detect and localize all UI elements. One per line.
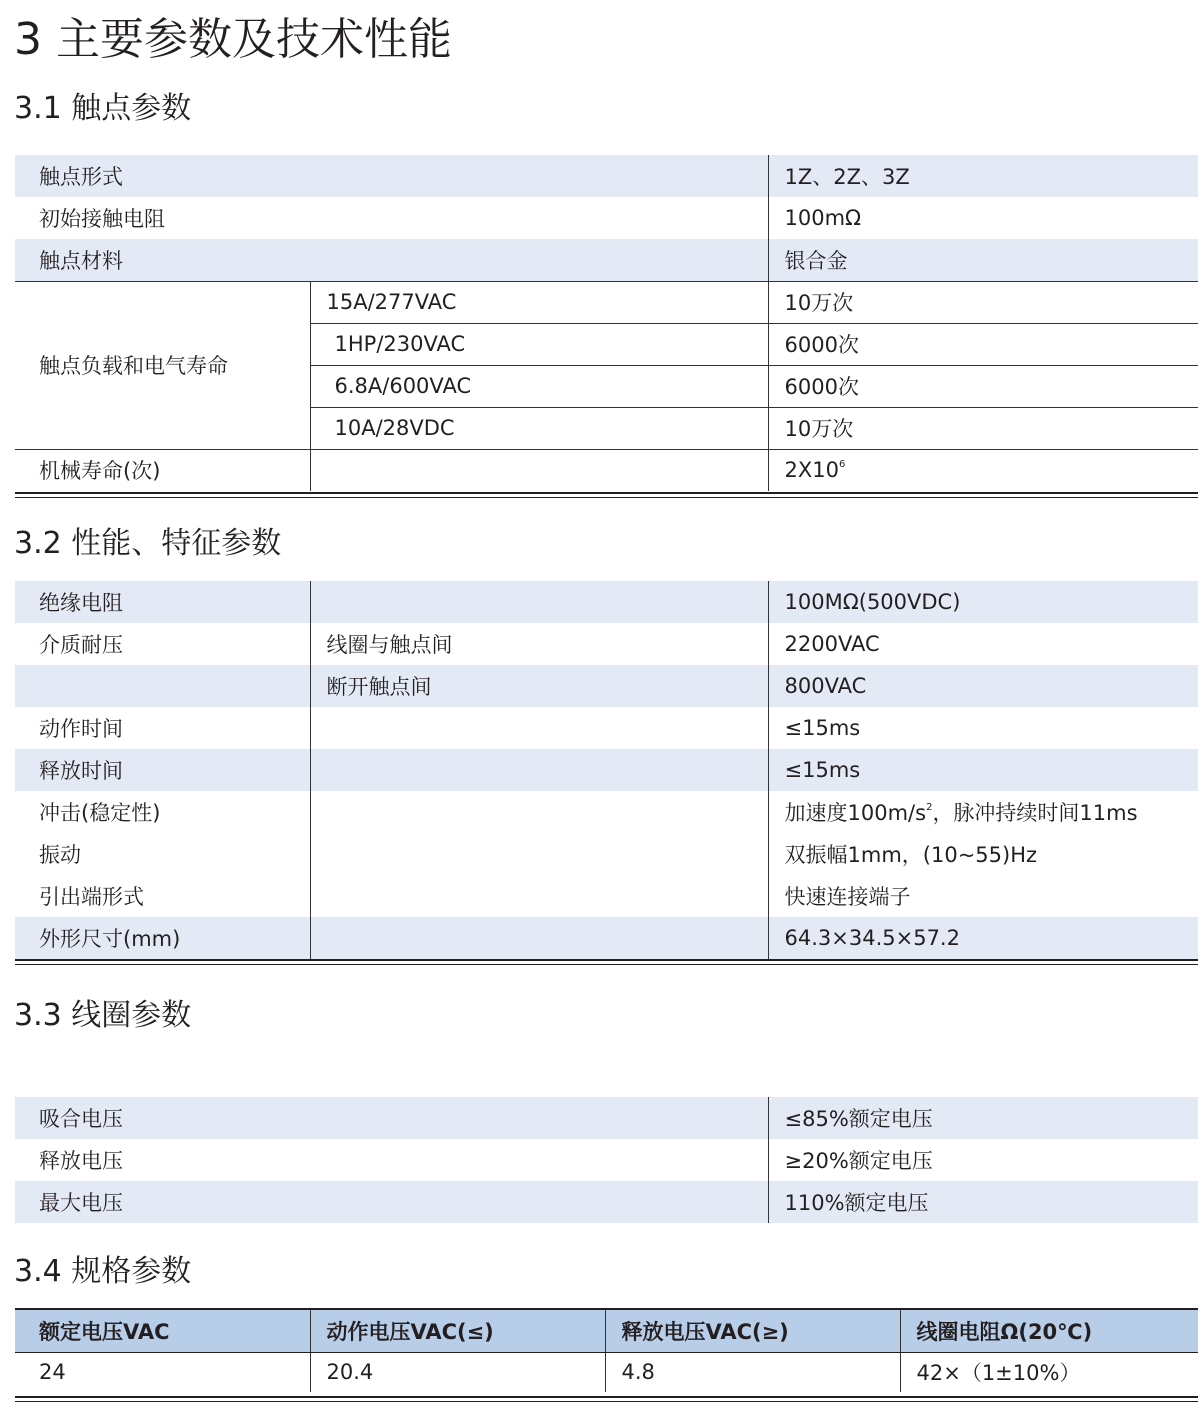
row-label: 释放电压: [39, 1149, 123, 1173]
row-value: 1Z、2Z、3Z: [768, 155, 1198, 197]
row-label: 振动: [39, 843, 81, 867]
table-row: [15, 665, 1198, 707]
contact-params-table: [15, 155, 1198, 491]
table-row: [15, 749, 1198, 791]
row-value: [768, 791, 1198, 833]
table-end-rule: [15, 1396, 1198, 1402]
table-row: [15, 1139, 1198, 1181]
section-heading-performance: 3.2 性能、特征参数: [14, 526, 282, 561]
row-label: 吸合电压: [15, 1097, 768, 1139]
coil-params-table: [15, 1097, 1198, 1223]
row-value: 银合金: [768, 239, 1198, 281]
col-header-release-voltage: 释放电压VAC(≥): [605, 1309, 900, 1352]
col-header-pickup-voltage: 动作电压VAC(≤): [310, 1309, 605, 1352]
shock-value: 加速度100m/s: [784, 801, 927, 825]
row-value: 双振幅1mm，(10~55)Hz: [768, 833, 1198, 875]
cell-release-voltage: 4.8: [605, 1352, 900, 1392]
load-life: 6000次: [768, 323, 1198, 365]
table-row: [15, 197, 1198, 239]
row-sub: [310, 749, 768, 791]
row-value: 快速连接端子: [768, 875, 1198, 917]
col-header-rated-voltage: 额定电压VAC: [15, 1309, 310, 1352]
row-value: 2200VAC: [768, 623, 1198, 665]
table-row: [15, 917, 1198, 959]
row-label: 释放时间: [15, 749, 310, 791]
table-row: [15, 875, 1198, 917]
row-value: 64.3×34.5×57.2: [768, 917, 1198, 959]
table-row: [15, 623, 1198, 665]
row-label: 机械寿命(次): [15, 449, 310, 491]
row-label: 触点形式: [15, 155, 768, 197]
col-header-coil-resistance: 线圈电阻Ω(20℃): [900, 1309, 1198, 1352]
row-label: 最大电压: [15, 1181, 768, 1223]
row-label: 初始接触电阻: [39, 207, 165, 231]
row-sub: [310, 917, 768, 959]
load-rating: 1HP/230VAC: [310, 323, 768, 365]
table-row: [15, 239, 1198, 281]
table-row: [15, 707, 1198, 749]
page-title: 3 主要参数及技术性能: [14, 14, 452, 65]
table-row: [15, 1352, 1198, 1392]
row-value: ≤85%额定电压: [768, 1097, 1198, 1139]
load-life: 10万次: [768, 407, 1198, 449]
row-sub: [310, 833, 768, 875]
row-sub: [310, 791, 768, 833]
cell-rated-voltage: 24: [39, 1360, 66, 1385]
row-sub: [310, 875, 768, 917]
load-rating: 6.8A/600VAC: [310, 365, 768, 407]
spec-params-table: [15, 1308, 1198, 1392]
row-label: 引出端形式: [39, 885, 144, 909]
row-value: [768, 449, 1198, 491]
load-life: 10万次: [768, 281, 1198, 323]
mech-value: 2X10: [784, 458, 839, 483]
load-rating: 10A/28VDC: [310, 407, 768, 449]
load-life: 6000次: [768, 365, 1198, 407]
table-row: [15, 449, 1198, 491]
row-value: 800VAC: [768, 665, 1198, 707]
row-label: 触点材料: [15, 239, 768, 281]
row-value: ≥20%额定电压: [768, 1139, 1198, 1181]
row-sub: [310, 707, 768, 749]
table-row: [15, 581, 1198, 623]
table-end-rule: [15, 959, 1198, 965]
section-heading-contact: 3.1 触点参数: [14, 91, 192, 126]
load-rating: 15A/277VAC: [310, 281, 768, 323]
row-value: 100mΩ: [768, 197, 1198, 239]
row-label: 介质耐压: [39, 633, 123, 657]
shock-duration: ，脉冲持续时间11ms: [932, 801, 1138, 825]
table-header-row: [15, 1309, 1198, 1352]
mech-exponent: 6: [838, 459, 846, 471]
section-heading-spec: 3.4 规格参数: [14, 1254, 192, 1289]
row-sub: [310, 581, 768, 623]
row-value: 110%额定电压: [768, 1181, 1198, 1223]
load-life-label: 触点负载和电气寿命: [15, 281, 310, 449]
row-label: 绝缘电阻: [15, 581, 310, 623]
row-value: ≤15ms: [768, 749, 1198, 791]
row-label: 动作时间: [39, 717, 123, 741]
table-row: [15, 833, 1198, 875]
table-row: [15, 1181, 1198, 1223]
row-value: 100MΩ(500VDC): [768, 581, 1198, 623]
table-row: [15, 1097, 1198, 1139]
row-label: 冲击(稳定性): [39, 801, 161, 825]
performance-params-table: [15, 581, 1198, 959]
row-sub: 断开触点间: [310, 665, 768, 707]
table-end-rule: [15, 492, 1198, 498]
row-label: [15, 665, 310, 707]
section-heading-coil: 3.3 线圈参数: [14, 998, 192, 1033]
row-label: 外形尺寸(mm): [15, 917, 310, 959]
table-row: [15, 281, 1198, 323]
cell-coil-resistance: 42×（1±10%）: [900, 1352, 1198, 1392]
table-row: [15, 155, 1198, 197]
cell-pickup-voltage: 20.4: [310, 1352, 605, 1392]
row-sub: 线圈与触点间: [310, 623, 768, 665]
row-sub: [310, 449, 768, 491]
row-value: ≤15ms: [768, 707, 1198, 749]
shock-exponent: 2: [926, 802, 933, 813]
table-row: [15, 791, 1198, 833]
